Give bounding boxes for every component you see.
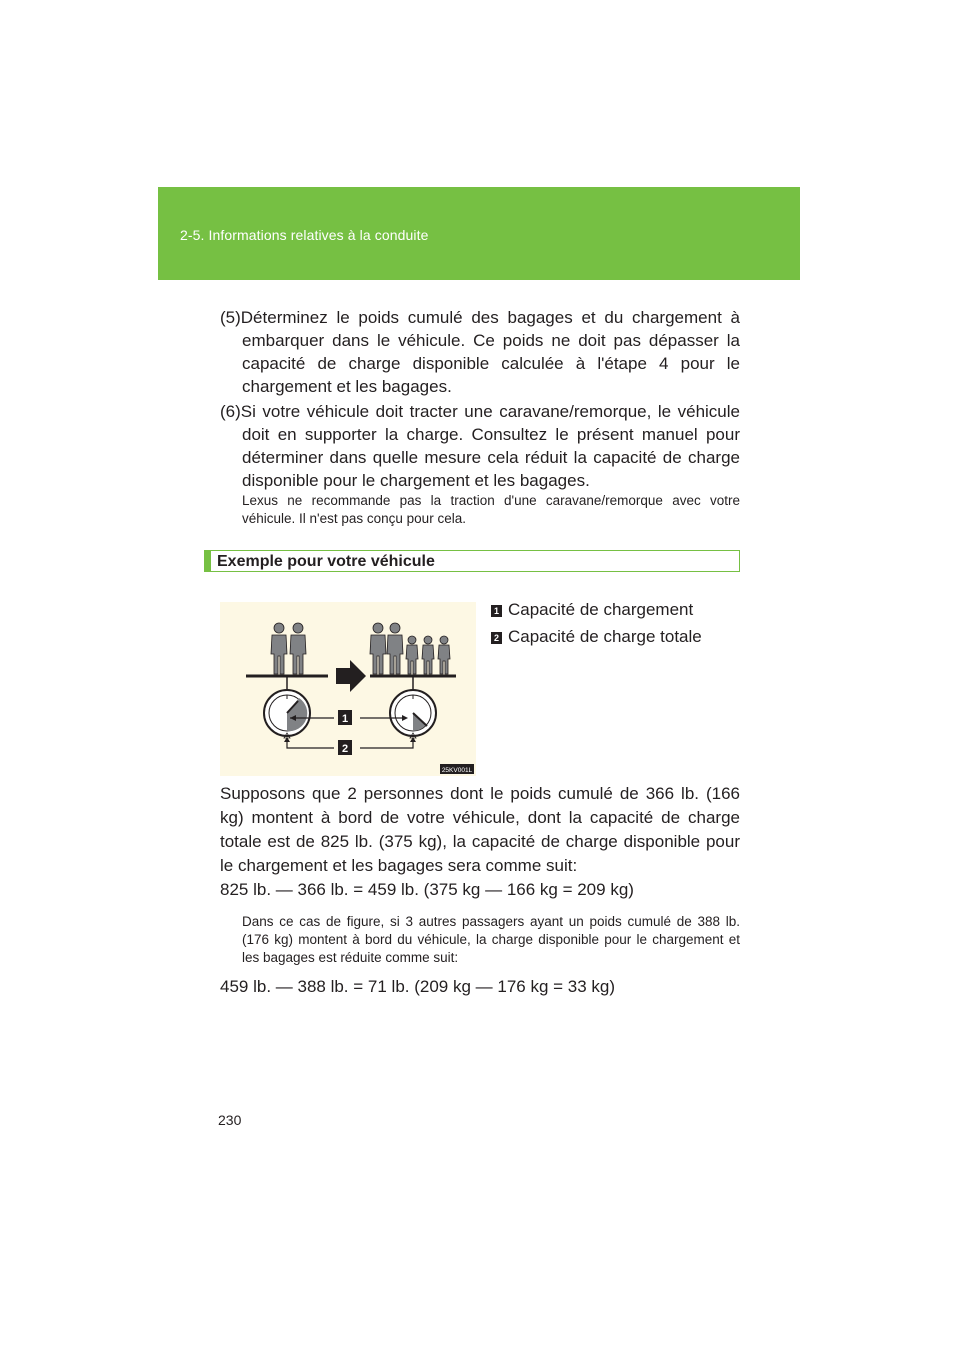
figure-code: 25KV001L — [441, 767, 473, 774]
section-heading-bar — [204, 550, 740, 572]
load-capacity-illustration — [220, 602, 476, 776]
page-number: 230 — [218, 1112, 242, 1128]
legend-item-2 — [491, 627, 702, 647]
step-6-label: (6) — [220, 402, 241, 421]
scale-dial-right-icon — [390, 690, 436, 738]
persons-after-icon — [370, 623, 450, 674]
step-6-text: Si votre véhicule doit tracter une caravane/remorque, le véhicule doit en supporter la charge. Consultez le présent manuel pour déterminer dans quelle mesure cela réduit la capacité de charge disponible pour le chargement et les bagages. — [240, 402, 740, 490]
legend-num-2: 2 — [491, 632, 502, 644]
section-heading-title: Exemple pour votre véhicule — [217, 553, 435, 570]
arrow-right-icon — [336, 660, 366, 692]
persons-before-icon — [271, 623, 306, 674]
example-note: Dans ce cas de figure, si 3 autres passagers ayant un poids cumulé de 388 lb. (176 kg) montent à bord du véhicule, la charge disponible pour le chargement et les bagages est réduite comme suit: — [242, 914, 740, 965]
step-5 — [220, 306, 740, 398]
legend-item-1 — [491, 600, 693, 620]
step-5-text: Déterminez le poids cumulé des bagages et du chargement à embarquer dans le véhicule. Ce poids ne doit pas dépasser la capacité de charge disponible calculée à l'étape 4 pour le chargement et les bagages. — [240, 308, 740, 396]
section-heading-marker — [204, 550, 211, 572]
formula-1: 825 lb. — 366 lb. = 459 lb. (375 kg — 166 kg = 209 kg) — [220, 880, 634, 899]
legend-num-1: 1 — [491, 605, 502, 617]
step-6 — [220, 400, 740, 492]
towing-note: Lexus ne recommande pas la traction d'une caravane/remorque avec votre véhicule. Il n'est pas conçu pour cela. — [242, 493, 740, 526]
callout-label-1: 1 — [341, 713, 349, 725]
chapter-header-band — [158, 187, 800, 280]
section-breadcrumb: 2-5. Informations relatives à la conduite — [180, 227, 429, 243]
example-paragraph: Supposons que 2 personnes dont le poids cumulé de 366 lb. (166 kg) montent à bord de votre véhicule, dont la capacité de charge totale est de 825 lb. (375 kg), la capacité de charge disponible pour le chargement et les bagages sera comme suit: — [220, 784, 740, 875]
callout-label-2: 2 — [341, 743, 349, 755]
step-5-label: (5) — [220, 308, 241, 327]
legend-label-1: Capacité de chargement — [508, 600, 694, 619]
formula-2: 459 lb. — 388 lb. = 71 lb. (209 kg — 176 kg = 33 kg) — [220, 977, 616, 996]
load-capacity-figure — [220, 602, 476, 776]
scale-dial-left-icon — [264, 690, 310, 738]
legend-label-2: Capacité de charge totale — [508, 627, 702, 646]
